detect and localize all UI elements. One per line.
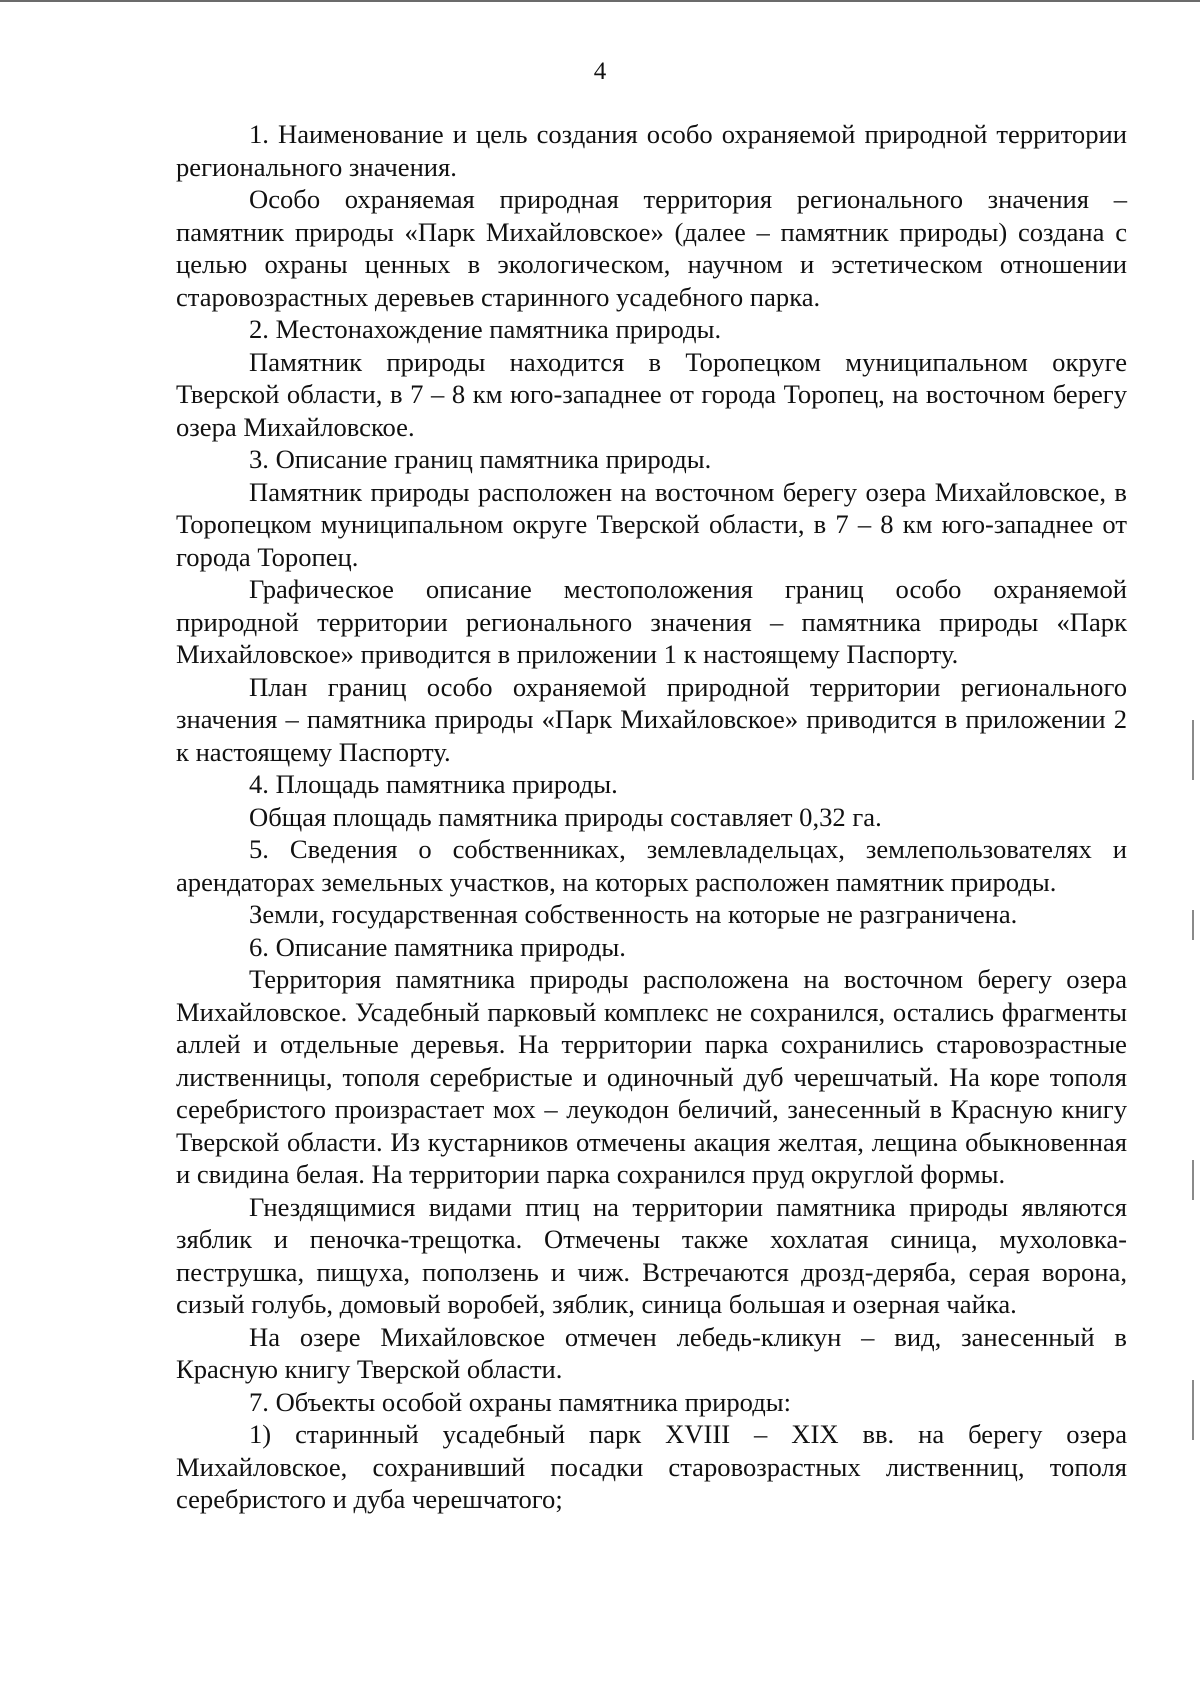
paragraph-territory-description: Территория памятника природы расположена на восточном берегу озера Михайловское. Усадебный парковый комплекс не сохранился, остались фрагменты аллей и отдельные деревья. На территории парка сохранились старовозрастные лиственницы, тополя серебристые и одиночный дуб черешчатый. На коре тополя серебристого произрастает мох – леукодон беличий, занесенный в Красную книгу Тверской области. Из кустарников отмечены акация желтая, лещина обыкновенная и свидина белая. На территории парка сохранился пруд округлой формы. (176, 964, 1127, 1189)
paragraph-area: Общая площадь памятника природы составляет 0,32 га. (249, 801, 882, 832)
scan-edge-mark (1192, 720, 1194, 780)
paragraph-swan: На озере Михайловское отмечен лебедь-кликун – вид, занесенный в Красную книгу Тверской области. (176, 1321, 1127, 1384)
paragraph-section-2-heading: 2. Местонахождение памятника природы. (249, 314, 722, 344)
page-number: 4 (593, 58, 607, 85)
paragraph-boundary-plan: План границ особо охраняемой природной территории регионального значения – памятника природы «Парк Михайловское» приводится в приложении 2 к настоящему Паспорту. (176, 671, 1127, 767)
paragraph-section-1-heading: 1. Наименование и цель создания особо охраняемой природной территории регионального значения. (176, 119, 1127, 182)
paragraph-purpose: Особо охраняемая природная территория регионального значения – памятник природы «Парк Михайловское» (далее – памятник природы) создана с целью охраны ценных в экологическом, научном и эстетическом отношении старовозрастных деревьев старинного усадебного парка. (176, 184, 1127, 312)
paragraph-location: Памятник природы находится в Торопецком муниципальном округе Тверской области, в 7 – 8 км юго-западнее от города Торопец, на восточном берегу озера Михайловское. (176, 346, 1127, 442)
scan-edge-mark (1192, 1160, 1194, 1200)
paragraph-section-4-heading: 4. Площадь памятника природы. (249, 769, 618, 799)
document-body (176, 118, 1127, 1516)
scan-edge-mark (1192, 1380, 1194, 1440)
paragraph-section-5-heading: 5. Сведения о собственниках, землевладельцах, землепользователях и арендаторах земельных участков, на которых расположен памятник природы. (176, 834, 1127, 897)
paragraph-land-ownership: Земли, государственная собственность на которые не разграничена. (249, 899, 1018, 929)
scan-edge-mark (1192, 910, 1194, 940)
paragraph-protected-object-1: 1) старинный усадебный парк XVIII – XIX вв. на берегу озера Михайловское, сохранивший посадки старовозрастных лиственниц, тополя серебристого и дуба черешчатого; (176, 1419, 1127, 1514)
scan-top-edge (0, 0, 1200, 2)
paragraph-graphic-description: Графическое описание местоположения границ особо охраняемой природной территории регионального значения – памятника природы «Парк Михайловское» приводится в приложении 1 к настоящему Паспорту. (176, 574, 1127, 669)
paragraph-section-7-heading: 7. Объекты особой охраны памятника природы: (249, 1386, 792, 1417)
paragraph-birds: Гнездящимися видами птиц на территории памятника природы являются зяблик и пеночка-трещотка. Отмечены также хохлатая синица, мухоловка-пеструшка, пищуха, поползень и чиж. Встречаются дрозд-деряба, серая ворона, сизый голубь, домовый воробей, зяблик, синица большая и озерная чайка. (176, 1191, 1127, 1319)
paragraph-section-6-heading: 6. Описание памятника природы. (249, 931, 626, 962)
paragraph-section-3-heading: 3. Описание границ памятника природы. (249, 444, 712, 474)
paragraph-boundaries: Памятник природы расположен на восточном берегу озера Михайловское, в Торопецком муниципальном округе Тверской области, в 7 – 8 км юго-западнее от города Торопец. (176, 476, 1127, 572)
